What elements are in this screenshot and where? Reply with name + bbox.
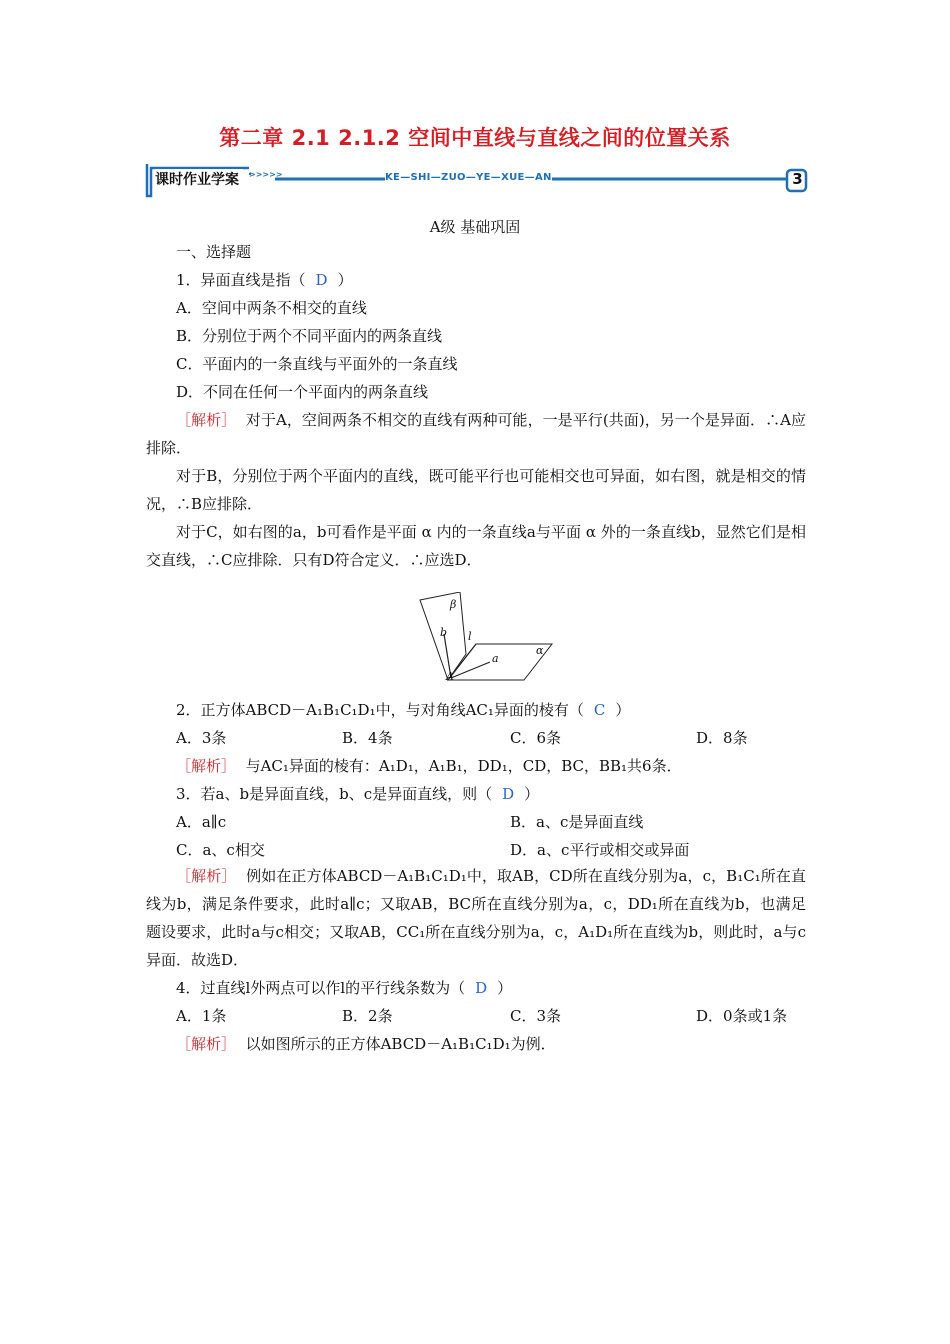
- q4-option-a: A．1条: [176, 1007, 227, 1025]
- banner-number: 3: [792, 170, 803, 188]
- q4-option-c: C．3条: [510, 1007, 562, 1025]
- q1-explanation-1: [146, 406, 806, 462]
- section-heading: 一、选择题: [176, 243, 252, 261]
- pinyin-1: KE: [385, 172, 401, 183]
- pinyin-4: YE: [476, 172, 491, 183]
- q3-option-b: B．a、c是异面直线: [510, 813, 644, 831]
- q4-explanation-tag: ［解析］: [176, 1035, 237, 1053]
- figure-label-l: l: [468, 630, 472, 643]
- q3-stem-text: 3．若a、b是异面直线，b、c是异面直线，则（: [176, 785, 493, 803]
- q4-option-d: D．0条或1条: [696, 1007, 788, 1025]
- pinyin-3: ZUO: [441, 172, 466, 183]
- q3-option-a: A．a∥c: [176, 813, 227, 831]
- q1-explanation-1-text: 对于A，空间两条不相交的直线有两种可能，一是平行(共面)，另一个是异面．∴A应排除．: [146, 411, 806, 457]
- figure-label-b: b: [440, 626, 448, 639]
- q3-explanation-tag: ［解析］: [176, 867, 237, 885]
- q1-option-a: A．空间中两条不相交的直线: [176, 299, 367, 317]
- q2-stem-text: 2．正方体ABCD－A₁B₁C₁D₁中，与对角线AC₁异面的棱有（: [176, 701, 584, 719]
- q2-option-c: C．6条: [510, 729, 562, 747]
- question-3-stem: [176, 784, 539, 804]
- q1-explanation-tag: ［解析］: [176, 411, 237, 429]
- q4-explanation: [176, 1034, 556, 1054]
- q3-answer: D: [502, 785, 515, 803]
- q2-explanation: [176, 756, 682, 776]
- q2-option-b: B．4条: [342, 729, 393, 747]
- q1-explanation-2: 对于B，分别位于两个平面内的直线，既可能平行也可能相交也可异面，如右图，就是相交的情况，∴B应排除．: [146, 467, 806, 513]
- q1-option-c: C．平面内的一条直线与平面外的一条直线: [176, 355, 458, 373]
- pinyin-6: AN: [534, 172, 552, 183]
- q3-close: ）: [524, 785, 540, 803]
- pinyin-5: XUE: [501, 172, 525, 183]
- q2-close: ）: [615, 701, 631, 719]
- q3-option-d: D．a、c平行或相交或异面: [510, 841, 690, 859]
- q1-option-b: B．分别位于两个不同平面内的两条直线: [176, 327, 443, 345]
- q1-close: ）: [337, 271, 353, 289]
- q3-option-c: C．a、c相交: [176, 841, 265, 859]
- question-1-stem: [176, 270, 353, 290]
- q2-explanation-text: 与AC₁异面的棱有：A₁D₁，A₁B₁，DD₁，CD，BC，BB₁共6条．: [245, 757, 682, 775]
- q2-answer: C: [593, 701, 606, 719]
- q2-option-a: A．3条: [176, 729, 227, 747]
- q3-explanation-text: 例如在正方体ABCD－A₁B₁C₁D₁中，取AB，CD所在直线分别为a，c，B₁C₁所在直线为b，满足条件要求，此时a∥c；又取AB，BC所在直线分别为a，c，DD₁所在直线为b，也满足题设要求，此时a与c相交；又取AB，CC₁所在直线分别为a，c，A₁D₁所在直线为b，则此时，a与c异面．故选D．: [146, 867, 806, 969]
- q4-option-b: B．2条: [342, 1007, 393, 1025]
- banner-pinyin: KE—SHI—ZUO—YE—XUE—AN: [385, 172, 552, 183]
- q1-answer: D: [315, 271, 328, 289]
- banner-arrows: >>>>>: [249, 170, 283, 179]
- planes-figure: [418, 592, 554, 686]
- question-4-stem: [176, 978, 512, 998]
- q4-stem-text: 4．过直线l外两点可以作l的平行线条数为（: [176, 979, 466, 997]
- q2-explanation-tag: ［解析］: [176, 757, 237, 775]
- question-2-stem: [176, 700, 630, 720]
- figure-label-A: A: [446, 670, 454, 683]
- q1-stem-text: 1．异面直线是指（: [176, 271, 306, 289]
- q3-explanation: [146, 862, 806, 974]
- section-banner: [145, 160, 809, 200]
- figure-label-alpha: α: [536, 644, 544, 657]
- figure-label-beta: β: [450, 598, 457, 611]
- banner-label: 课时作业学案: [155, 169, 243, 189]
- q2-option-d: D．8条: [696, 729, 748, 747]
- q4-explanation-text: 以如图所示的正方体ABCD－A₁B₁C₁D₁为例．: [245, 1035, 556, 1053]
- q1-explanation-3: 对于C，如右图的a，b可看作是平面 α 内的一条直线a与平面 α 外的一条直线b，显然它们是相交直线，∴C应排除．只有D符合定义．∴应选D．: [146, 523, 806, 569]
- q1-option-d: D．不同在任何一个平面内的两条直线: [176, 383, 429, 401]
- q4-answer: D: [475, 979, 488, 997]
- page-title: 第二章 2.1 2.1.2 空间中直线与直线之间的位置关系: [219, 126, 731, 150]
- figure-label-a: a: [492, 652, 499, 665]
- planes-diagram: [418, 592, 554, 686]
- pinyin-2: SHI: [410, 172, 431, 183]
- level-heading: A级 基础巩固: [429, 218, 521, 236]
- q4-close: ）: [497, 979, 513, 997]
